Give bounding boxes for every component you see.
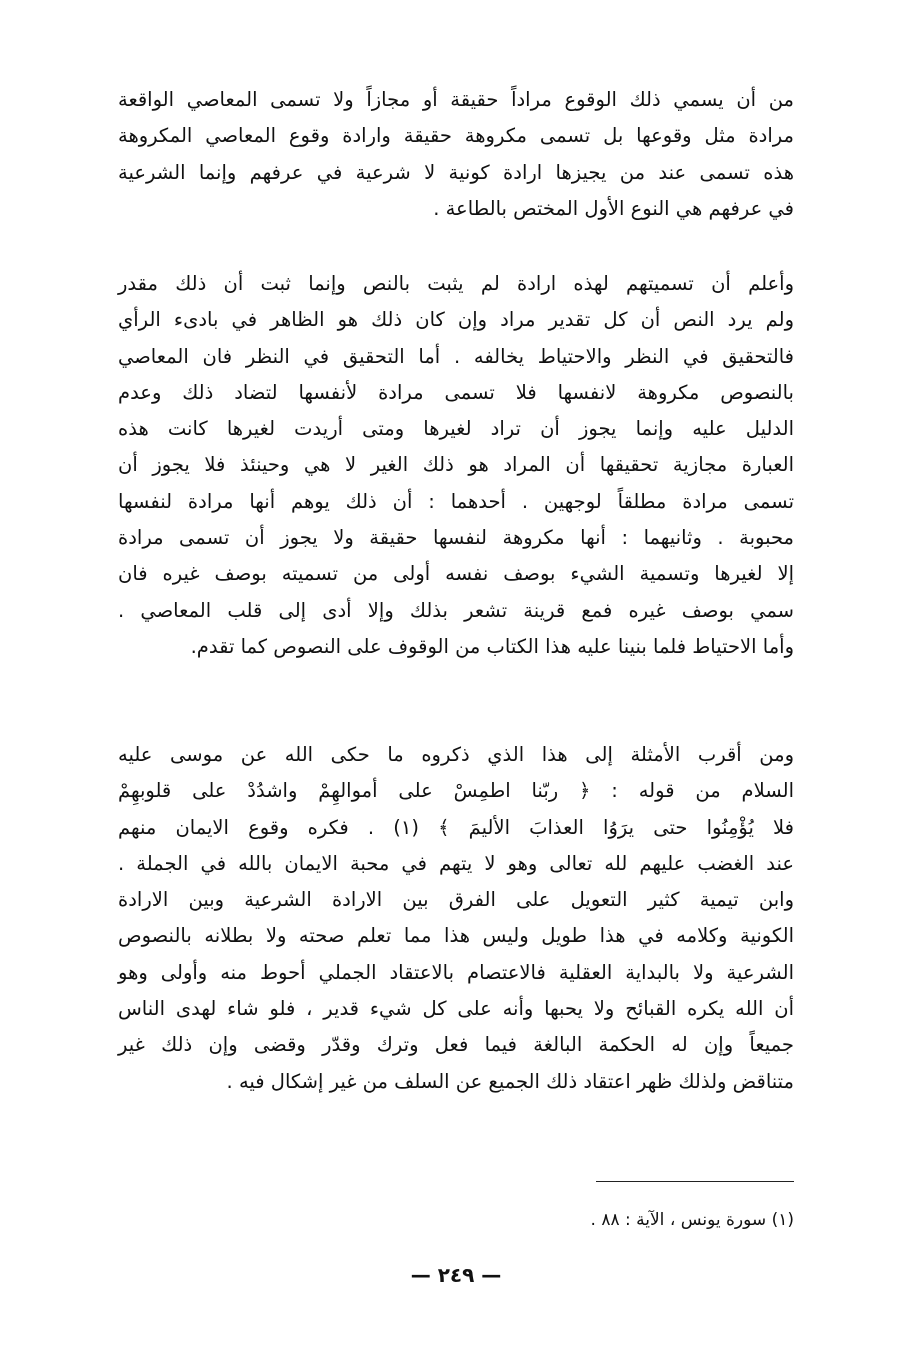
footnote-divider bbox=[596, 1181, 794, 1182]
text-line: من أن يسمي ذلك الوقوع مراداً حقيقة أو مجازاً ولا تسمى المعاصي الواقعة bbox=[118, 88, 794, 111]
text-line: العبارة مجازية تحقيقها أن المراد هو ذلك الغير لا هي وحينئذ فلا يجوز أن bbox=[118, 453, 794, 477]
text-line: السلام من قوله : ﴿ ربّنا اطمِسْ على أموالهِمْ واشدُدْ على قلوبهِمْ bbox=[118, 779, 794, 803]
text-line: بالنصوص مكروهة لانفسها فلا تسمى مرادة لأنفسها لتضاد ذلك وعدم bbox=[118, 380, 794, 404]
text-line: فلا يُؤْمِنُوا حتى يرَوُا العذابَ الأليمَ ﴾ (١) . فكره وقوع الايمان منهم bbox=[118, 815, 794, 839]
text-line: في عرفهم هي النوع الأول المختص بالطاعة . bbox=[433, 196, 794, 220]
text-line: مرادة مثل وقوعها بل تسمى مكروهة حقيقة وارادة وقوع المعاصي المكروهة bbox=[118, 124, 794, 148]
text-line: جميعاً وإن له الحكمة البالغة فيما فعل وترك وقدّر وقضى وإن ذلك غير bbox=[118, 1033, 794, 1057]
text-line: أن الله يكره القبائح ولا يحبها وأنه على كل شيء قدير ، فلو شاء لهدى الناس bbox=[118, 997, 794, 1021]
paragraph-1 bbox=[118, 82, 794, 227]
text-line: الدليل عليه وإنما يجوز أن تراد لغيرها ومتى أريدت لغيرها كانت هذه bbox=[118, 417, 794, 441]
text-line: الشرعية ولا بالبداية العقلية فالاعتصام بالاعتقاد الجملي أحوط منه وأولى وهو bbox=[118, 960, 794, 984]
text-line: سمي بوصف غيره فمع قرينة تشعر بذلك وإلا أدى إلى قلب المعاصي . bbox=[118, 598, 794, 622]
text-line: متناقض ولذلك ظهر اعتقاد ذلك الجميع عن السلف من غير إشكال فيه . bbox=[226, 1069, 794, 1093]
text-line: ومن أقرب الأمثلة إلى هذا الذي ذكروه ما حكى الله عن موسى عليه bbox=[118, 743, 794, 766]
paragraph-3 bbox=[118, 737, 794, 1100]
paragraph-2 bbox=[118, 266, 794, 665]
text-line: تسمى مرادة مطلقاً لوجهين . أحدهما : أن ذلك يوهم أنها مرادة لنفسها bbox=[118, 489, 794, 513]
page-number: — ٢٤٩ — bbox=[410, 1263, 502, 1287]
text-line: وأعلم أن تسميتهم لهذه ارادة لم يثبت بالنص وإنما ثبت أن ذلك مقدر bbox=[118, 272, 794, 295]
text-line: فالتحقيق في النظر والاحتياط يخالفه . أما التحقيق في النظر فان المعاصي bbox=[118, 344, 794, 368]
text-line: وابن تيمية كثير التعويل على الفرق بين الارادة الشرعية وبين الارادة bbox=[118, 888, 794, 912]
text-line: الكونية وكلامه في هذا طويل وليس هذا مما تعلم صحته ولا بطلانه بالنصوص bbox=[118, 924, 794, 948]
footnote: (١) سورة يونس ، الآية : ٨٨ . bbox=[590, 1210, 794, 1230]
text-line: ولم يرد النص أن كل تقدير مراد وإن كان ذلك هو الظاهر في بادىء الرأي bbox=[118, 308, 794, 332]
text-line: إلا لغيرها وتسمية الشيء بوصف نفسه أولى من تسميته بوصف غيره فان bbox=[118, 562, 794, 586]
text-line: محبوبة . وثانيهما : أنها مكروهة لنفسها حقيقة ولا يجوز أن تسمى مرادة bbox=[118, 526, 794, 550]
text-line: عند الغضب عليهم لله تعالى وهو لا يتهم في محبة الايمان بالله في الجملة . bbox=[118, 851, 794, 875]
text-line: هذه تسمى عند من يجيزها ارادة كونية لا شرعية في عرفهم وإنما الشرعية bbox=[118, 160, 794, 184]
text-line: وأما الاحتياط فلما بنينا عليه هذا الكتاب من الوقوف على النصوص كما تقدم. bbox=[190, 634, 794, 658]
